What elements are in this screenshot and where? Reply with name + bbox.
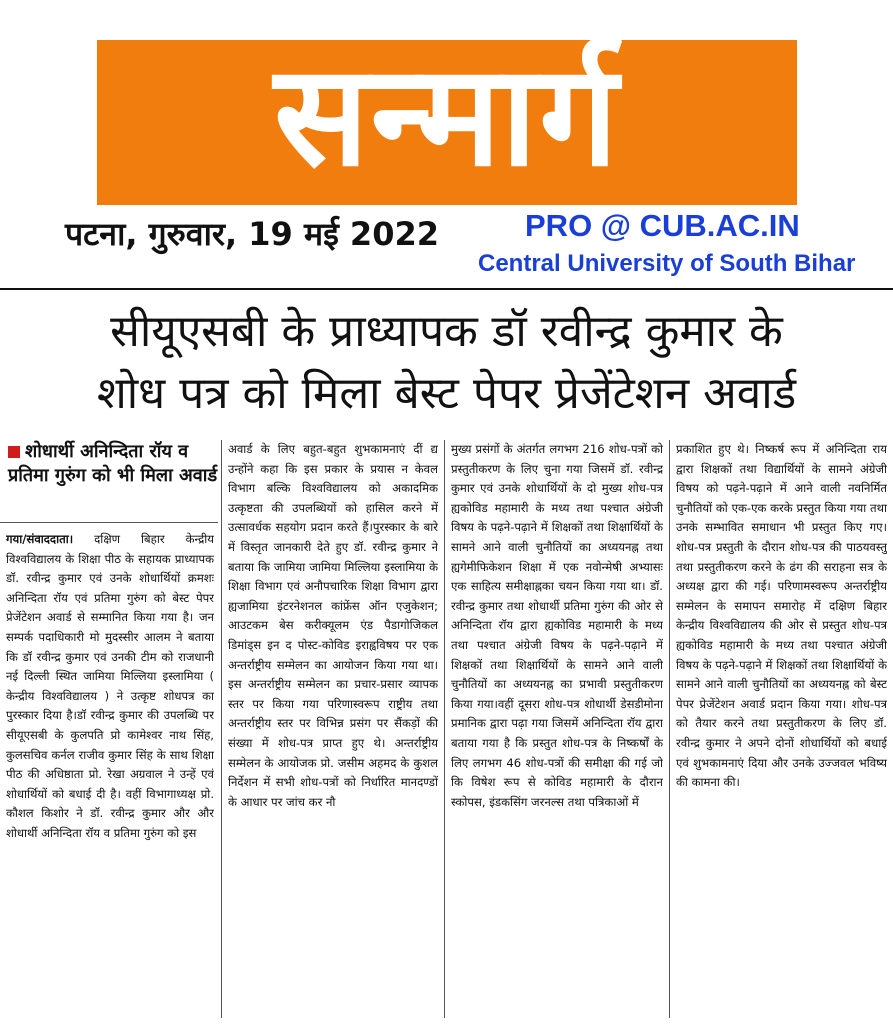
pro-email: PRO @ CUB.AC.IN (525, 208, 800, 243)
article-column-1 (6, 530, 214, 1020)
masthead-title: सन्मार्ग (274, 35, 620, 198)
headline-line-1: सीयूएसबी के प्राध्यापक डॉ रवीन्द्र कुमार के (110, 306, 783, 357)
dateline: पटना, गुरुवार, 19 मई 2022 (65, 215, 439, 253)
article-column-4: प्रकाशित हुए थे। निष्कर्ष रूप में अनिन्दिता राय द्वारा शिक्षकों तथा विद्यार्थियों के सामने अंग्रेजी विषय को पढ़ने-पढ़ाने में आने वाली नवनिर्मित चुनौतियों को एक-एक करके प्रस्तुत किया गया तथा उनके सम्भावित समाधान भी प्रस्तुत किए गए। शोध-पत्र प्रस्तुती के दौरान शोध-पत्र की पाठयवस्तु तथा प्रस्तुतीकरण करने के ढंग की सराहना सत्र के अध्यक्ष द्वारा की गई। परिणामस्वरूप अन्तर्राष्ट्रीय सम्मेलन के समापन समारोह में दक्षिण बिहार केन्द्रीय विश्वविद्यालय की ओर से प्रस्तुत शोध-पत्र ह्यकोविड महामारी के मध्य तथा पश्चात अंग्रेजी विषय के पढ़ने-पढ़ाने में शिक्षकों तथा शिक्षार्थियों के सामने आने वाली चुनौतियों का अध्ययनह्न को बेस्ट पेपर प्रेजेंटेशन अवार्ड प्रदान किया गया। शोध-पत्र को तैयार करने तथा प्रस्तुतीकरण के लिए डॉ. रवीन्द्र कुमार ने अपने दोनों शोधार्थियों को बधाई एवं शुभकामनाएं दिया और उनके उज्जवल भविष्य की कामना की। (676, 442, 887, 790)
column-divider (221, 440, 222, 1018)
article-column-2: अवार्ड के लिए बहुत-बहुत शुभकामनाएं दीं द्य उन्होंने कहा कि इस प्रकार के प्रयास न केवल विभाग बल्कि विश्वविद्यालय को अकादमिक उत्कृष्टता की उपलब्धियों को हासिल करने में उत्सावर्धक सहयोग प्रदान करते हैं।पुरस्कार के बारे में विस्तृत जानकारी देते हुए डॉ. रवीन्द्र कुमार ने बताया कि जामिया जामिया मिल्लिया इस्लामिया के शिक्षा विभाग एवं अनौपचारिक शिक्षा विभाग द्वारा ह्यजामिया इंटरनेशनल कांफ्रेंस ऑन एजुकेशन; आउटकम बेस करीक्यूलम एंड पैडागोजिकल डिमांड्स इन द पोस्ट-कोविड इराह्वविषय पर एक अन्तर्राष्ट्रीय सम्मेलन का आयोजन किया गया था। इस अन्तर्राष्ट्रीय सम्मेलन का प्रचार-प्रसार व्यापक स्तर पर किया गया परिणास्वरूप राष्ट्रीय तथा अन्तर्राष्ट्रीय स्तर पर विभिन्न प्रसंग पर सैंकड़ों की संख्या में शोध-पत्र प्राप्त हुए थे। अन्तर्राष्ट्रीय सम्मेलन के आयोजक प्रो. जसीम अहमद के कुशल निर्देशन में सभी शोध-पत्रों को निर्धारित मानदण्डों के आधार पर जांच कर नौ (228, 442, 438, 809)
article-column-3: मुख्य प्रसंगों के अंतर्गत लगभग 216 शोध-पत्रों को प्रस्तुतीकरण के लिए चुना गया जिसमें डॉ. रवीन्द्र कुमार एवं उनके शोधार्थियों के दो मुख्य शोध-पत्र ह्यकोविड महामारी के मध्य तथा पश्चात अंग्रेजी विषय के पढ़ने-पढ़ाने में शिक्षकों तथा शिक्षार्थियों के सामने आने वाली चुनौतियों का अध्ययनह्न तथा ह्यगेमीफिकेशन शिक्षा में एक नवोन्मेषी अभ्यासः एक साहित्य समीक्षाह्नका चयन किया गया था। डॉ. रवीन्द्र कुमार तथा शोधार्थी प्रतिमा गुरुंग की ओर से अनिन्दिता रॉय द्वारा ह्यकोविड महामारी के मध्य तथा पश्चात अंग्रेजी विषय के पढ़ने-पढ़ाने में शिक्षकों तथा शिक्षार्थियों के सामने आने वाली चुनौतियों का अध्ययनह्न का प्रभावी प्रस्तुतीकरण किया गया।वहीं दूसरा शोध-पत्र शोधार्थी डेसडीमोना प्रमानिक द्वारा पढ़ा गया जिसमें अनिन्दिता रॉय द्वारा बताया गया है कि प्रस्तुत शोध-पत्र के निष्कर्षों के लिए लगभग 46 शोध-पत्रों की समीक्षा की गई जो कि विषेश रूप से कोविड महामारी के दौरान स्कोपस, इंडकसिंग जरनल्स तथा पत्रिकाओं में (451, 442, 663, 809)
column-1-text: दक्षिण बिहार केन्द्रीय विश्वविद्यालय के शिक्षा पीठ के सहायक प्राध्यापक डॉ. रवीन्द्र कुमार एवं उनके शोधार्थियों क्रमशः अनिन्दिता रॉय एवं प्रतिमा गुरुंग को बेस्ट पेपर प्रेजेंटेशन अवार्ड से सम्मानित किया गया है। जन सम्पर्क पदाधिकारी मो मुदस्सीर आलम ने बताया कि डॉ रवीन्द्र कुमार एवं उनकी टीम को राजधानी नई दिल्ली स्थित जामिया मिल्लिया इस्लामिया ( केन्द्रीय विश्वविद्यालय ) ने उत्कृष्ट शोधपत्र का पुरस्कार दिया है।डॉ रवीन्द्र कुमार की उपलब्धि पर सीयूएसबी के कुलपति प्रो कामेश्वर नाथ सिंह, कुलसचिव कर्नल राजीव कुमार सिंह के साथ शिक्षा पीठ की अधिष्ठाता प्रो. रेखा अग्रवाल ने उन्हें एवं शोधार्थियों को बधाई दी है। वहीं विभागाध्यक्ष प्रो. कौशल किशोर ने डॉ. रवीन्द्र कुमार और और शोधार्थी अनिन्दिता रॉय व प्रतिमा गुरुंग को इस (6, 532, 214, 840)
subhead-divider (0, 522, 218, 523)
red-bullet-icon (8, 446, 20, 458)
university-name: Central University of South Bihar (478, 250, 856, 277)
subheading-text: शोधार्थी अनिन्दिता रॉय व प्रतिमा गुरुंग को भी मिला अवार्ड (8, 441, 218, 486)
subheading (8, 440, 218, 488)
column-divider (444, 440, 445, 1018)
masthead-banner (97, 35, 797, 205)
byline: गया/संवाददाता। (6, 532, 74, 546)
column-divider (669, 440, 670, 1018)
top-divider (0, 288, 893, 290)
headline-line-2: शोध पत्र को मिला बेस्ट पेपर प्रेजेंटेशन अवार्ड (96, 368, 797, 419)
